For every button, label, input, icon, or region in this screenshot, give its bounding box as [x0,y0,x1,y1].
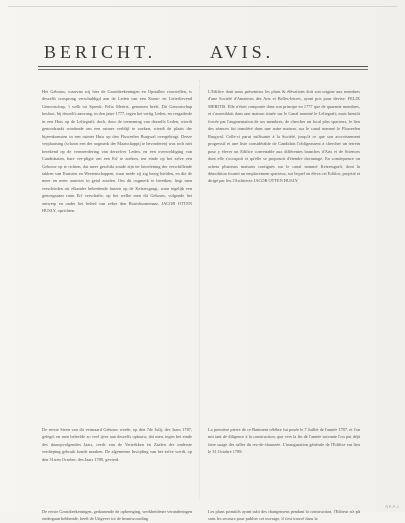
dutch-paragraph-2: De eerste Steen van dit vermaard Gebouw werde, op den 7de Julij, des Jaars 1787, gelegd; en men beleefde zo veel ijver aan deszelfs opbouw, dat men, tegen het einde des daaropvolgenden Jaars, reeds van de Vertrekken en Zaalen der onderste verdieping gebruik konde maaken. De algemeene Inwijding van het zelve werdt, op den 31sten October, des Jaars 1789, gevierd. [42,427,192,462]
french-column [208,42,360,62]
french-paragraph-3: Les plans primitifs ayant subi des changemens pendant la construction, l'Editeur n'a pû sans les secours pour publier cet ouvrage, il s'est trouvé dans la [208,509,360,522]
dutch-heading: BERICHT. [44,42,157,62]
french-paragraph-2: La première pierre de ce Batiment célèbre fut posée le 7 Juillet de l'année 1787, et l'on mit tant de diligence à la construction, que vers la fin de l'année suivante l'on put déjà faire usage des salles du rez-de-chaussée. L'inauguration générale de l'Edifice eut lieu le 31 Octobre 1789. [208,427,360,455]
french-paragraph-1: L'Edifice dont nous présentons les plans & élévations doit son origine aux membres d'une Société d'Amateurs des Arts et Belles-lettres, ayant pris pour devise: FELIX MERITIS. Elle n'étoit composée dans son principe en 1777 que de quarante membres, et s'assembloit dans une maison située sur le Canal nommé le Leliegraft; mais bientôt forcée par l'augmentation de ses membres, de chercher un local plus spacieux, le lieu des séances fut transféré dans une autre maison, sur le canal nommé le Fluweelen Burgwal. Celle-ci parut suffisante à la Société, jusqu'à ce que son accroissement progressif et une liste considérable de Candidats l'obligeassent à chercher un terrein pour y élever un Edifice convenable aux différentes branches d'Arts et de Sciences dont elle s'occupoit et qu'elle se proposoit d'étendre davantage. En conséquence on acheta plusieurs maisons contiguës sur le canal nommé Keizersgraft, dont la démolition fournit un emplacement spacieux, sur lequel on éleva cet Edifice, projetté et dirigé par feu l'Architecte JACOB OTTEN HUSLY. [208,89,360,184]
column-divider [199,80,200,500]
french-heading: AVIS. [210,42,275,62]
heading-rule-thick [38,66,368,67]
page-edge-line [8,6,397,7]
dutch-paragraph-1: Het Gebouw, waarvan wij hier de Grondteekeningen en Opstallen voorstellen, is deszelfs oorsprong verschuldigd aan de Leden van een Kunst- en Letterlievend Genootschap, 't welk tot Spreuk: Felix Meritis, genomen heeft. Dit Genootschap besloot, bij deszelfs aanvang, in den jaare 1777, tegen het vertig Leden, en vergaderde in een Huis op de Leliegraft; doch, door de toeneming van deszelfs Leden, wierdt genoodzaakt wordende om een ruimer verblijf te zoeken, wierdt de plaats der bijeenkomsten in een ruimer Huis op den Fluweelen Burgwal overgebragt. Deeze verplaatsing (schoon een der oogmerk der Maatschappij te bevorderen) was toch niet berekend op de vermeerdering van derzelver Leden, en een overweldiging van Candidaaten, hare ver-pligte om een Erf te zoeken, ten einde op het zelve een Gebouw op te richten, dat meer geschikt zoude zijn ter beoefening der verschillende takken van Kunsten en Weetenschappen, waar mede zij zig bezig hielden, en die de meer en meer aanwies in getal zouden. Om dit oogmerk te bereiken, liegt men verschieden uit elkander beleedende huizen op de Keizersgragt, waar tegelijk een genoegzaam ruim Erf verschafte, op het welke men dit Gebouw, volgende het ontwerp en onder het beleid van zeker den Bouwkunstenaar, JACOB OTTEN HUSLY, oprichten. [42,89,192,214]
heading-rule-thin [38,69,368,70]
dutch-column [42,42,192,62]
archive-mark: R.P.-P.-1 [385,505,399,509]
heading-rule [38,66,368,70]
dutch-paragraph-3: De eerste Grondteekeningen, gedaanende de opbrenging, werkbeidener veranderingen ondergaan hebbende, heeft de Uitgever tot de beantwoording [42,509,192,522]
